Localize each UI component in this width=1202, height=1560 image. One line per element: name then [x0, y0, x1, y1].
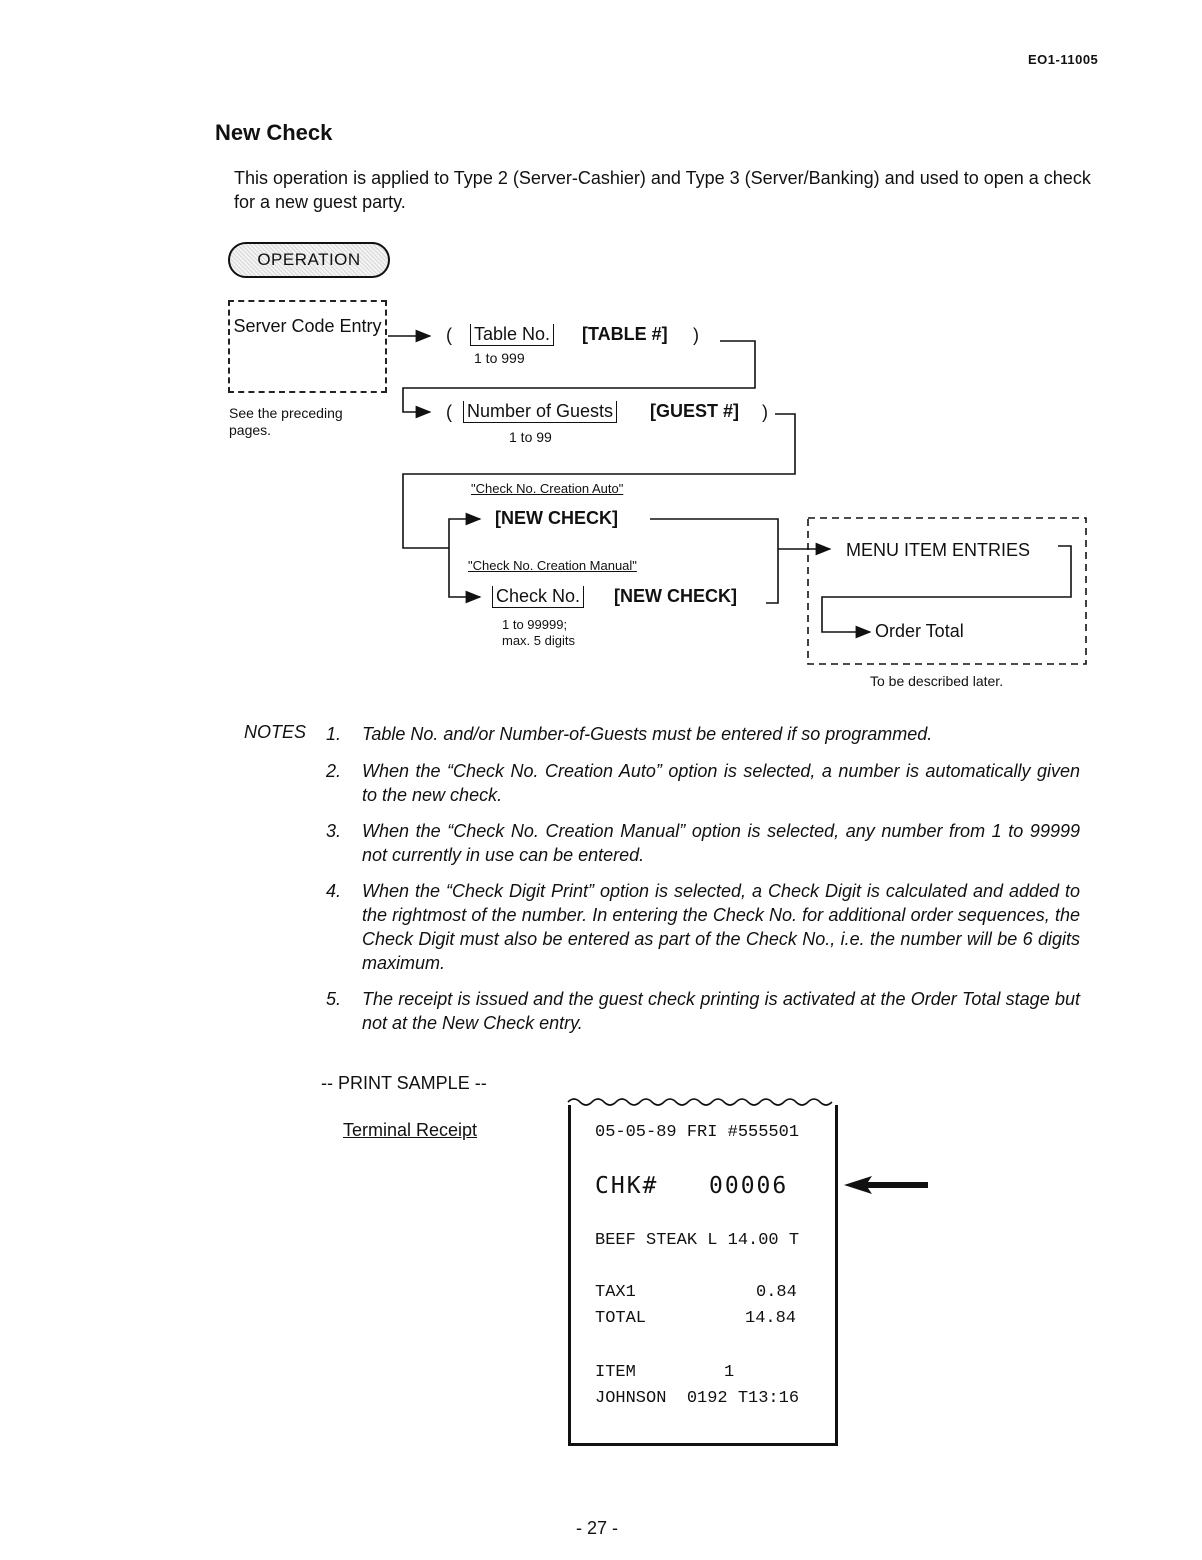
receipt-item-line: BEEF STEAK L 14.00 T — [595, 1231, 800, 1250]
terminal-receipt — [568, 1105, 838, 1446]
check-range-line-2: max. 5 digits — [502, 633, 575, 648]
notes-label: NOTES — [244, 722, 307, 742]
note-number: 3. — [326, 821, 342, 841]
table-open-paren: ( — [446, 325, 452, 345]
note-text: When the “Check Digit Print” option is selected, a Check Digit is calculated and added to the rightmost of the number. In entering the Check No. for additional order sequences, the Check Digit must also be entered as part of the Check No., i.e. the number will be 6 digits maximum. — [362, 881, 1080, 973]
check-auto-label: "Check No. Creation Auto" — [471, 481, 624, 496]
table-close-paren: ) — [693, 325, 699, 345]
note-item — [326, 759, 1080, 807]
new-check-manual-command: [NEW CHECK] — [614, 586, 737, 606]
menu-item-entries: MENU ITEM ENTRIES — [846, 540, 1031, 560]
note-item — [326, 879, 1080, 975]
note-number: 4. — [326, 881, 342, 901]
print-sample-label: -- PRINT SAMPLE -- — [321, 1073, 487, 1093]
receipt-item-count-label: ITEM — [595, 1363, 636, 1382]
flow-diagram-lines — [0, 0, 1202, 700]
check-manual-label: "Check No. Creation Manual" — [468, 558, 637, 573]
see-preceding-note: See the preceding pages. — [229, 405, 343, 438]
guests-close-paren: ) — [762, 402, 768, 422]
note-text: Table No. and/or Number-of-Guests must be entered if so programmed. — [362, 724, 933, 744]
receipt-footer-line: JOHNSON 0192 T13:16 — [595, 1389, 800, 1408]
note-text: When the “Check No. Creation Manual” option is selected, any number from 1 to 99999 not currently in use can be entered. — [362, 821, 1080, 865]
table-no-key: Table No. — [470, 324, 554, 346]
check-range-line-1: 1 to 99999; — [502, 617, 568, 632]
guests-range: 1 to 99 — [509, 429, 552, 445]
table-range: 1 to 999 — [474, 350, 525, 366]
guests-command: [GUEST #] — [650, 401, 740, 421]
receipt-date-line: 05-05-89 FRI #555501 — [595, 1123, 800, 1142]
check-no-key: Check No. — [492, 586, 584, 608]
receipt-total-label: TOTAL — [595, 1309, 647, 1328]
note-item — [326, 819, 1080, 867]
document-number: EO1-11005 — [1028, 52, 1099, 67]
note-text: When the “Check No. Creation Auto” option is selected, a number is automatically given to the new check. — [362, 761, 1080, 805]
note-number: 5. — [326, 989, 342, 1009]
section-intro: This operation is applied to Type 2 (Server-Cashier) and Type 3 (Server/Banking) and used to open a check for a new guest party. — [234, 168, 1091, 212]
new-check-auto-command: [NEW CHECK] — [495, 508, 618, 528]
note-number: 1. — [326, 724, 342, 744]
note-text: The receipt is issued and the guest check printing is activated at the Order Total stage but not at the New Check entry. — [362, 989, 1080, 1033]
section-title: New Check — [215, 120, 333, 145]
guests-open-paren: ( — [446, 402, 452, 422]
described-later-note: To be described later. — [870, 673, 1004, 689]
page-number: - 27 - — [576, 1518, 619, 1538]
left-arrow-icon — [842, 1172, 932, 1198]
order-total: Order Total — [875, 621, 964, 641]
server-code-entry-box: Server Code Entry — [228, 300, 387, 393]
receipt-total-value: 14.84 — [745, 1309, 797, 1328]
receipt-item-count-value: 1 — [724, 1363, 735, 1382]
receipt-tax-label: TAX1 — [595, 1283, 636, 1302]
table-command: [TABLE #] — [582, 324, 668, 344]
terminal-receipt-label: Terminal Receipt — [343, 1120, 478, 1140]
operation-badge: OPERATION — [228, 242, 390, 278]
receipt-chk-label: CHK# — [595, 1173, 659, 1199]
note-item — [326, 722, 1080, 746]
number-of-guests-key: Number of Guests — [463, 401, 617, 423]
receipt-chk-number: 00006 — [709, 1173, 789, 1199]
note-item — [326, 987, 1080, 1035]
receipt-tax-value: 0.84 — [756, 1283, 797, 1302]
note-number: 2. — [326, 761, 342, 781]
